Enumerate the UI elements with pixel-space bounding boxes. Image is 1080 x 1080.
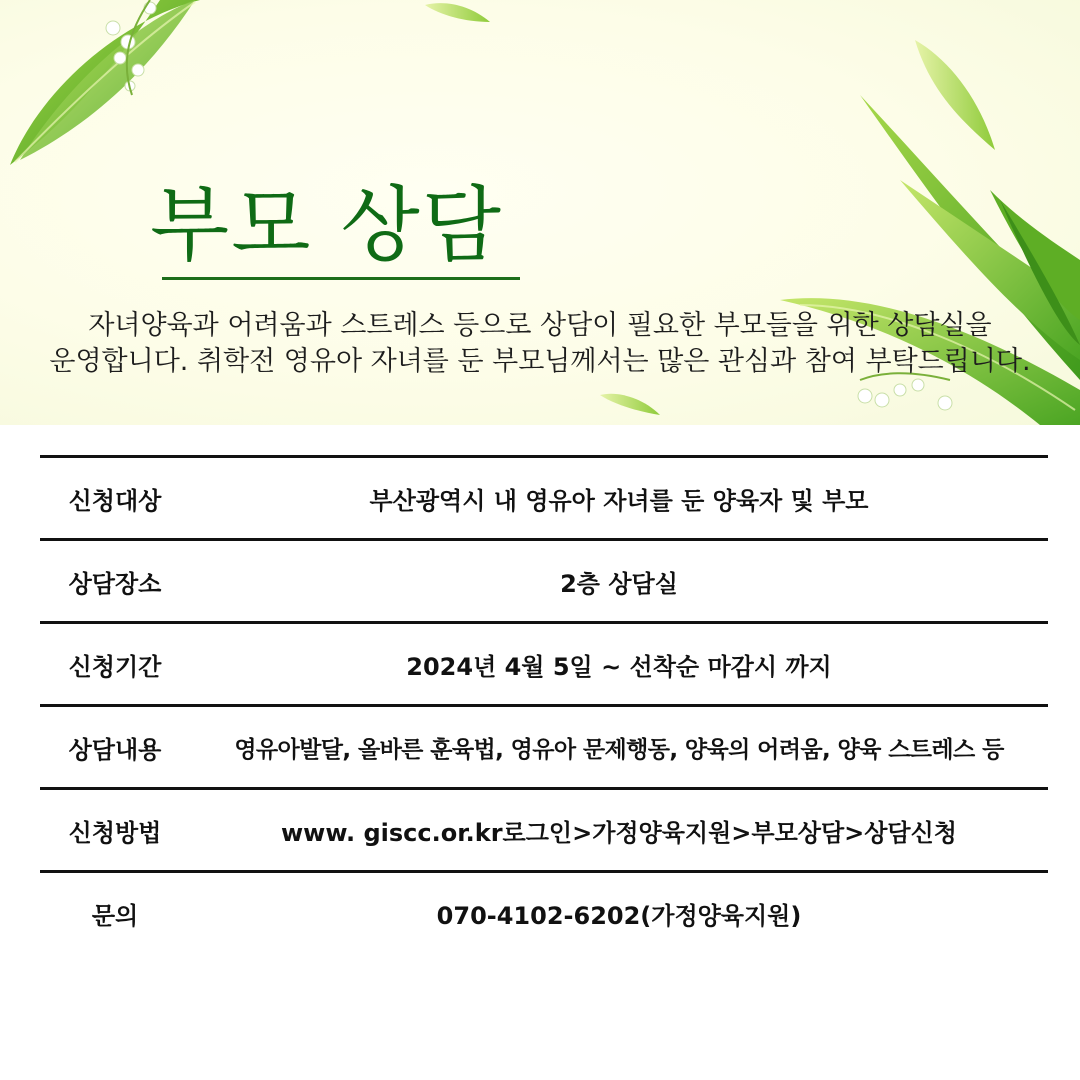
info-row-period (40, 621, 1048, 704)
row-label: 상담장소 (68, 569, 162, 598)
info-row-content (40, 704, 1048, 787)
intro-line-1: 자녀양육과 어려움과 스트레스 등으로 상담이 필요한 부모들을 위한 상담실을 (88, 310, 992, 341)
row-value: 2024년 4월 5일 ~ 선착순 마감시 까지 (406, 652, 832, 681)
row-label: 신청대상 (68, 486, 162, 515)
row-value: 2층 상담실 (560, 569, 678, 598)
info-table (40, 455, 1048, 953)
row-label: 문의 (91, 901, 139, 930)
row-value: 070-4102-6202(가정양육지원) (436, 901, 802, 930)
row-label: 신청방법 (68, 818, 162, 847)
row-value: www. giscc.or.kr로그인>가정양육지원>부모상담>상담신청 (281, 818, 957, 847)
title-underline (162, 277, 520, 280)
hero-banner (0, 0, 1080, 425)
info-row-contact (40, 870, 1048, 953)
row-value: 영유아발달, 올바른 훈육법, 영유아 문제행동, 양육의 어려움, 양육 스트레스 등 (234, 736, 1004, 763)
intro-text (30, 308, 1050, 380)
intro-line-2: 운영합니다. 취학전 영유아 자녀를 둔 부모님께서는 많은 관심과 참여 부탁드립니다. (49, 346, 1031, 377)
row-label: 상담내용 (68, 735, 162, 764)
info-row-location (40, 538, 1048, 621)
info-row-target (40, 455, 1048, 538)
info-row-method (40, 787, 1048, 870)
page-title: 부모 상담 (150, 178, 503, 273)
row-label: 신청기간 (68, 652, 162, 681)
row-value: 부산광역시 내 영유아 자녀를 둔 양육자 및 부모 (369, 486, 869, 515)
